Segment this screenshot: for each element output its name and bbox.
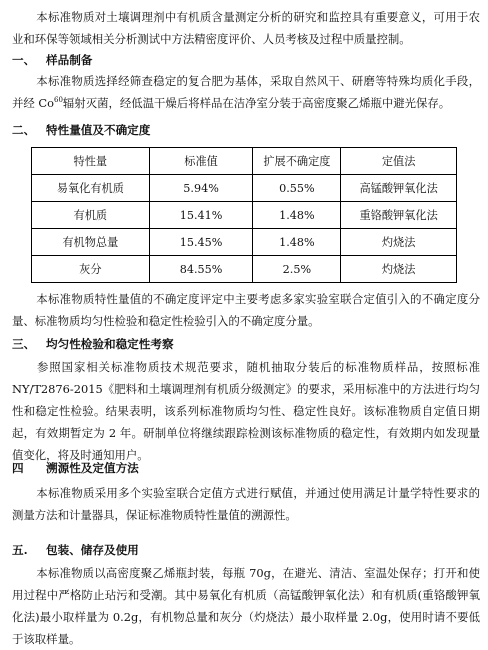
table-cell: 易氧化有机质 [32,175,150,202]
table-cell: 有机质 [32,202,150,229]
table-cell: 1.48% [253,202,341,229]
section-2-heading [12,120,150,140]
table-cell: 15.45% [149,229,253,256]
table-cell: 5.94% [149,175,253,202]
table-header-cell: 特性量 [32,148,150,175]
section-5-paragraph [12,562,480,650]
table-row [32,229,457,256]
table-cell: 84.55% [149,256,253,283]
section-1-text-a: 本标准物质选择经筛查稳定的复合肥为基体，采取自然风干、研磨等特殊均质化手段，并经 Co [12,74,480,110]
intro-text: 本标准物质对土壤调理剂中有机质含量测定分析的研究和监控具有重要意义，可用于农业和环保等领域相关分析测试中方法精密度评价、人员考核及过程中质量控制。 [12,10,480,46]
intro-paragraph [12,6,480,50]
table-header-row [32,148,457,175]
table-cell: 15.41% [149,202,253,229]
table-cell: 灼烧法 [341,256,457,283]
table-header-cell: 扩展不确定度 [253,148,341,175]
table-cell: 重铬酸钾氧化法 [341,202,457,229]
table-cell: 灰分 [32,256,150,283]
section-4-text: 本标准物质采用多个实验室联合定值方式进行赋值，并通过使用满足计量学特性要求的测量方法和计量器具，保证标准物质特性量值的溯源性。 [12,486,480,522]
table-cell: 高锰酸钾氧化法 [341,175,457,202]
section-1-title: 样品制备 [46,53,93,67]
section-2-note-text: 本标准物质特性量值的不确定度评定中主要考虑多家实验室联合定值引入的不确定度分量、标准物质均匀性检验和稳定性检验引入的不确定度分量。 [12,292,480,328]
section-2-title: 特性量值及不确定度 [46,123,151,137]
table-row [32,256,457,283]
section-2-number: 二、 [12,123,36,137]
section-1-text-b: 辐射灭菌，经低温干燥后将样品在洁净室分装于高密度聚乙烯瓶中避光保存。 [62,96,451,110]
section-1-superscript: 60 [53,96,63,105]
table-cell: 灼烧法 [341,229,457,256]
section-2-note [12,288,480,332]
section-5-number: 五. [12,543,28,557]
table-row [32,202,457,229]
section-1-heading [12,50,92,70]
section-1-number: 一、 [12,53,36,67]
table-header-cell: 标准值 [149,148,253,175]
section-4-title: 溯源性及定值方法 [46,461,139,475]
section-3-text: 参照国家相关标准物质技术规范要求，随机抽取分装后的标准物质样品，按照标准NY/T2876-2015《肥料和土壤调理剂有机质分级测定》的要求，采用标准中的方法进行均匀性和稳定性检验。结果表明，该系列标准物质均匀性、稳定性良好。该标准物质自定值日期起，有效期暂定为 2 年。研制单位将继续跟踪检测该标准物质的稳定性，有效期内如发现量值变化，将及时通知用户。 [12,360,480,462]
section-5-heading [12,540,139,560]
section-1-paragraph [12,70,480,114]
section-4-heading [12,458,139,478]
characteristic-values-table [31,147,457,283]
section-5-text: 本标准物质以高密度聚乙烯瓶封装，每瓶 70g，在避光、清洁、室温处保存；打开和使用过程中严格防止玷污和受潮。其中易氧化有机质（高锰酸钾氧化法）和有机质(重铬酸钾氧化法)最小取样量为 0.2g，有机物总量和灰分（灼烧法）最小取样量 2.0g，使用时请不要低于该取样量。 [12,566,480,646]
section-5-title: 包装、储存及使用 [46,543,139,557]
table-cell: 1.48% [253,229,341,256]
section-3-paragraph [12,356,480,466]
table-cell: 2.5% [253,256,341,283]
table-cell: 0.55% [253,175,341,202]
section-4-number: 四 [12,461,24,475]
section-4-paragraph [12,482,480,526]
section-3-heading [12,334,174,354]
section-3-number: 三、 [12,337,36,351]
section-3-title: 均匀性检验和稳定性考察 [46,337,174,351]
table-header-cell: 定值法 [341,148,457,175]
table-row [32,175,457,202]
table-cell: 有机物总量 [32,229,150,256]
